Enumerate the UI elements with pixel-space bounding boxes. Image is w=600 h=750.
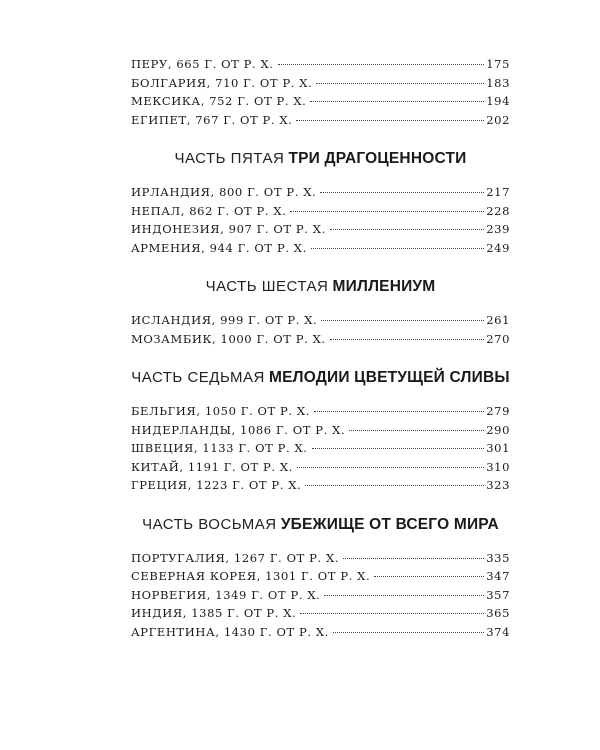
entry-title: АРМЕНИЯ, 944 Г. ОТ Р. Х. bbox=[131, 240, 307, 255]
entry-page-number: 347 bbox=[486, 569, 510, 583]
entry-title: БОЛГАРИЯ, 710 Г. ОТ Р. Х. bbox=[131, 75, 313, 90]
dot-leader bbox=[330, 339, 485, 340]
toc-entry bbox=[131, 183, 510, 202]
dot-leader bbox=[330, 229, 484, 230]
entry-page-number: 202 bbox=[486, 112, 510, 127]
dot-leader bbox=[314, 411, 484, 412]
toc-entry bbox=[131, 239, 510, 258]
part-heading bbox=[131, 149, 510, 169]
dot-leader bbox=[305, 485, 484, 486]
dot-leader bbox=[311, 248, 484, 249]
part-heading bbox=[131, 277, 510, 297]
entry-page-number: 239 bbox=[486, 222, 510, 236]
entry-page-number: 217 bbox=[486, 185, 510, 199]
dot-leader bbox=[310, 101, 484, 102]
entry-title: ИНДИЯ, 1385 Г. ОТ Р. Х. bbox=[131, 606, 297, 620]
entry-page-number: 335 bbox=[486, 550, 510, 565]
part-title: ТРИ ДРАГОЦЕННОСТИ bbox=[288, 150, 467, 167]
part-label: ЧАСТЬ ПЯТАЯ bbox=[174, 150, 285, 167]
entry-title: ИНДОНЕЗИЯ, 907 Г. ОТ Р. Х. bbox=[131, 222, 326, 236]
dot-leader bbox=[297, 467, 484, 468]
part-title: МЕЛОДИИ ЦВЕТУЩЕЙ СЛИВЫ bbox=[268, 369, 510, 386]
dot-leader bbox=[290, 211, 484, 212]
part-title: УБЕЖИЩЕ ОТ ВСЕГО МИРА bbox=[280, 515, 499, 533]
toc-entry bbox=[131, 402, 510, 421]
entry-page-number: 261 bbox=[486, 313, 510, 327]
toc-entry bbox=[131, 202, 510, 221]
toc-group bbox=[131, 515, 510, 642]
toc-group bbox=[131, 149, 510, 257]
entry-title: АРГЕНТИНА, 1430 Г. ОТ Р. Х. bbox=[131, 624, 329, 639]
toc-entry bbox=[131, 111, 510, 130]
part-heading bbox=[131, 515, 510, 535]
entry-page-number: 374 bbox=[486, 624, 510, 639]
entry-page-number: 228 bbox=[486, 203, 510, 218]
entry-page-number: 175 bbox=[486, 57, 510, 71]
entry-title: ПОРТУГАЛИЯ, 1267 Г. ОТ Р. Х. bbox=[131, 550, 340, 565]
toc-entry bbox=[131, 476, 510, 495]
part-label: ЧАСТЬ ШЕСТАЯ bbox=[205, 278, 329, 295]
toc-entry bbox=[131, 458, 510, 477]
dot-leader bbox=[374, 576, 484, 577]
entry-page-number: 357 bbox=[486, 587, 510, 602]
toc-entry bbox=[131, 586, 510, 605]
toc-entry bbox=[131, 55, 510, 74]
dot-leader bbox=[278, 64, 485, 65]
toc-entry bbox=[131, 439, 510, 458]
dot-leader bbox=[324, 595, 484, 596]
toc-entry bbox=[131, 421, 510, 440]
toc-entry bbox=[131, 92, 510, 111]
toc-entry bbox=[131, 311, 510, 330]
entry-page-number: 310 bbox=[486, 459, 510, 474]
dot-leader bbox=[343, 558, 484, 559]
dot-leader bbox=[312, 448, 485, 449]
toc-entry bbox=[131, 330, 510, 349]
entry-page-number: 365 bbox=[486, 606, 510, 620]
entry-title: ИРЛАНДИЯ, 800 Г. ОТ Р. Х. bbox=[131, 185, 317, 199]
entry-title: МОЗАМБИК, 1000 Г. ОТ Р. Х. bbox=[131, 331, 326, 346]
entry-title: БЕЛЬГИЯ, 1050 Г. ОТ Р. Х. bbox=[131, 404, 310, 418]
entry-title: ГРЕЦИЯ, 1223 Г. ОТ Р. Х. bbox=[131, 478, 302, 492]
entry-title: СЕВЕРНАЯ КОРЕЯ, 1301 Г. ОТ Р. Х. bbox=[131, 569, 371, 583]
toc-entry bbox=[131, 220, 510, 239]
part-heading bbox=[131, 368, 510, 388]
entry-page-number: 183 bbox=[486, 75, 510, 90]
entry-title: ЕГИПЕТ, 767 Г. ОТ Р. Х. bbox=[131, 112, 293, 127]
part-title: МИЛЛЕНИУМ bbox=[332, 278, 436, 295]
entry-title: ИСЛАНДИЯ, 999 Г. ОТ Р. Х. bbox=[131, 313, 318, 327]
dot-leader bbox=[333, 632, 484, 633]
dot-leader bbox=[321, 320, 484, 321]
entry-title: НЕПАЛ, 862 Г. ОТ Р. Х. bbox=[131, 203, 287, 218]
entry-page-number: 301 bbox=[486, 441, 510, 455]
part-label: ЧАСТЬ СЕДЬМАЯ bbox=[131, 369, 265, 386]
entry-page-number: 290 bbox=[486, 422, 510, 437]
entry-page-number: 249 bbox=[486, 240, 510, 255]
entry-page-number: 323 bbox=[486, 478, 510, 492]
toc-entry bbox=[131, 74, 510, 93]
dot-leader bbox=[296, 120, 484, 121]
part-label: ЧАСТЬ ВОСЬМАЯ bbox=[142, 515, 277, 533]
entry-title: МЕКСИКА, 752 Г. ОТ Р. Х. bbox=[131, 94, 307, 108]
toc-entry bbox=[131, 567, 510, 586]
dot-leader bbox=[316, 83, 484, 84]
toc-group bbox=[131, 277, 510, 348]
entry-title: ШВЕЦИЯ, 1133 Г. ОТ Р. Х. bbox=[131, 441, 308, 455]
table-of-contents bbox=[131, 55, 510, 641]
entry-title: НИДЕРЛАНДЫ, 1086 Г. ОТ Р. Х. bbox=[131, 422, 346, 437]
entry-title: ПЕРУ, 665 Г. ОТ Р. Х. bbox=[131, 57, 274, 71]
entry-page-number: 194 bbox=[486, 94, 510, 108]
entry-title: НОРВЕГИЯ, 1349 Г. ОТ Р. Х. bbox=[131, 587, 321, 602]
toc-entry bbox=[131, 549, 510, 568]
dot-leader bbox=[320, 192, 484, 193]
entry-page-number: 279 bbox=[486, 404, 510, 418]
toc-entry bbox=[131, 604, 510, 623]
toc-group bbox=[131, 55, 510, 129]
dot-leader bbox=[349, 430, 484, 431]
dot-leader bbox=[300, 613, 484, 614]
toc-entry bbox=[131, 623, 510, 642]
entry-title: КИТАЙ, 1191 Г. ОТ Р. Х. bbox=[131, 459, 293, 474]
toc-group bbox=[131, 368, 510, 495]
entry-page-number: 270 bbox=[486, 331, 510, 346]
